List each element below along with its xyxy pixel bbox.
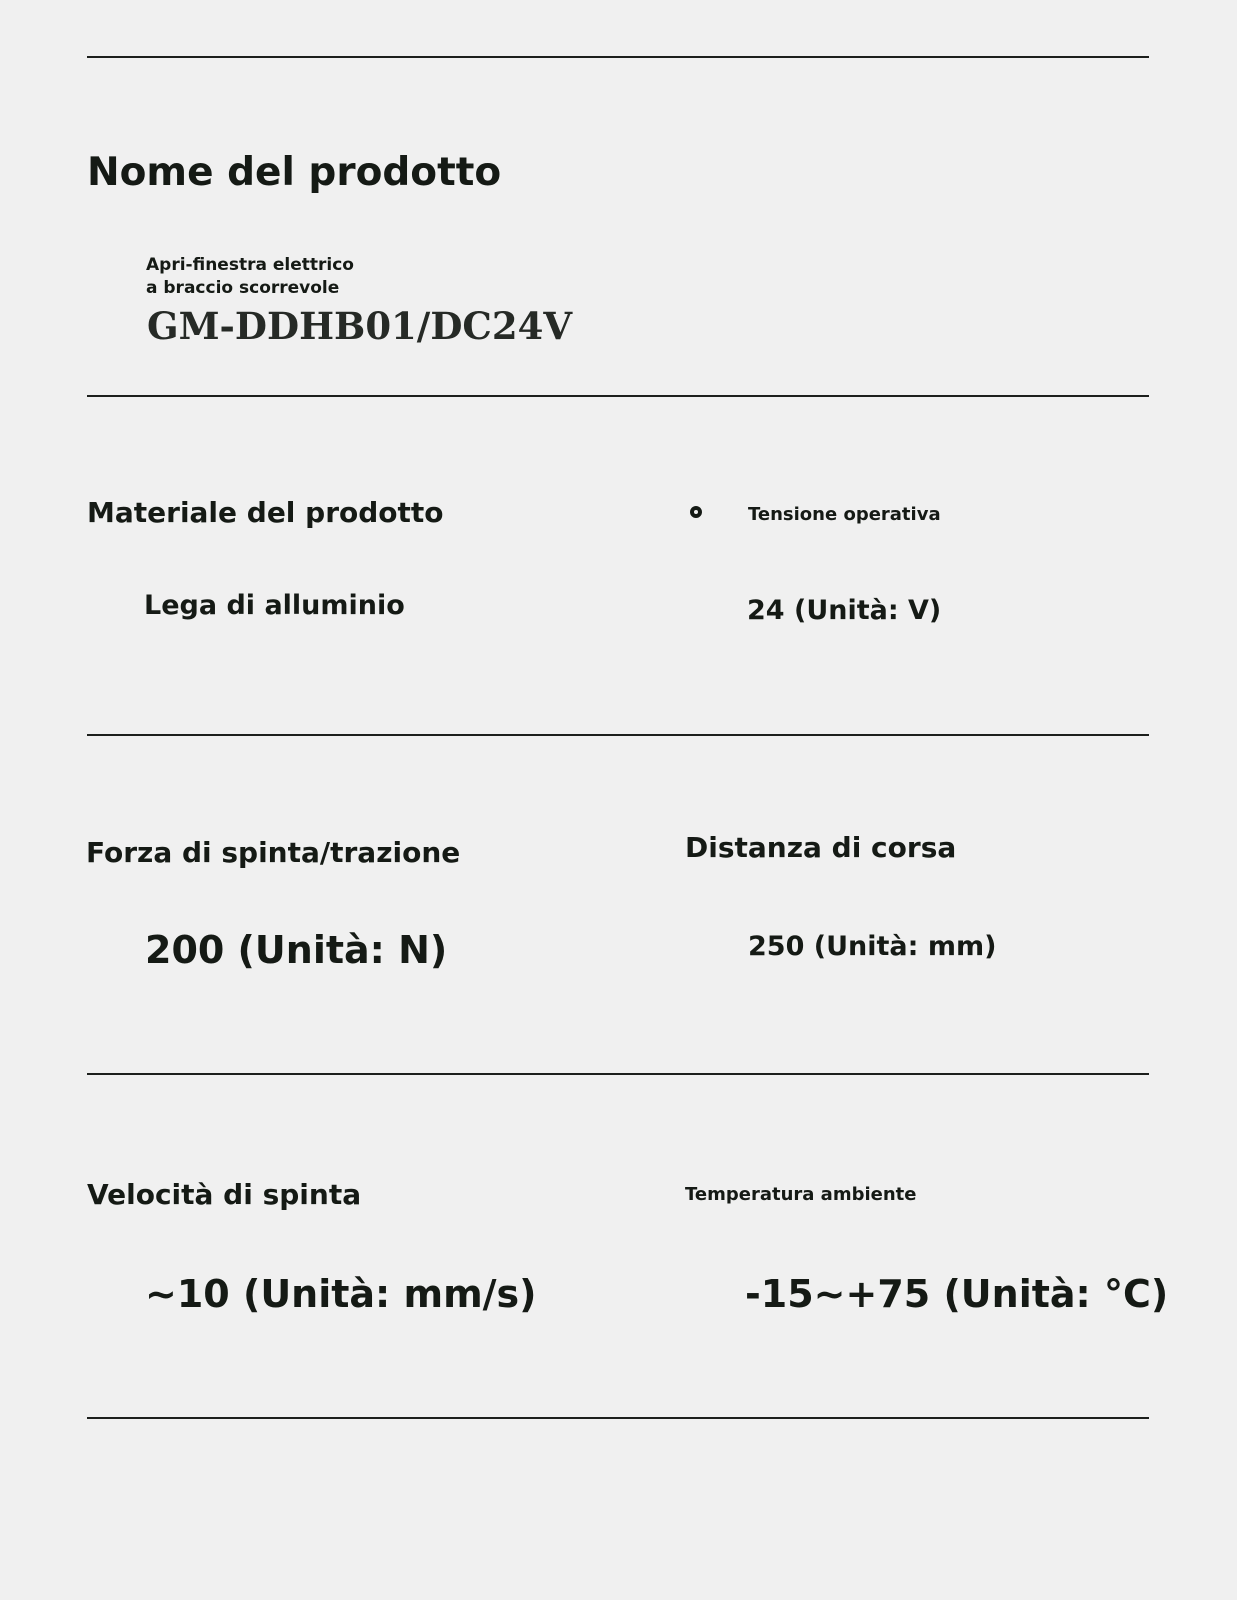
divider-3 [87, 1073, 1149, 1075]
voltage-label: Tensione operativa [748, 504, 941, 525]
product-description-line2: a braccio scorrevole [146, 278, 340, 298]
divider-top [87, 56, 1149, 58]
speed-value: ~10 (Unità: mm/s) [145, 1272, 537, 1316]
product-name-heading: Nome del prodotto [87, 150, 502, 195]
voltage-value: 24 (Unità: V) [747, 595, 942, 626]
circle-bullet-icon [690, 506, 702, 518]
temperature-label: Temperatura ambiente [685, 1184, 917, 1205]
force-value: 200 (Unità: N) [145, 928, 448, 972]
product-description-line1: Apri-finestra elettrico [146, 255, 354, 275]
temperature-value: -15~+75 (Unità: °C) [745, 1272, 1169, 1316]
divider-1 [87, 395, 1149, 397]
product-model: GM-DDHB01/DC24V [147, 304, 573, 348]
divider-2 [87, 734, 1149, 736]
stroke-label: Distanza di corsa [685, 831, 957, 864]
stroke-value: 250 (Unità: mm) [748, 931, 997, 962]
divider-bottom [87, 1417, 1149, 1419]
force-label: Forza di spinta/trazione [86, 836, 461, 869]
material-label: Materiale del prodotto [87, 496, 444, 529]
material-value: Lega di alluminio [144, 590, 405, 621]
product-description [146, 254, 354, 300]
speed-label: Velocità di spinta [87, 1178, 362, 1211]
